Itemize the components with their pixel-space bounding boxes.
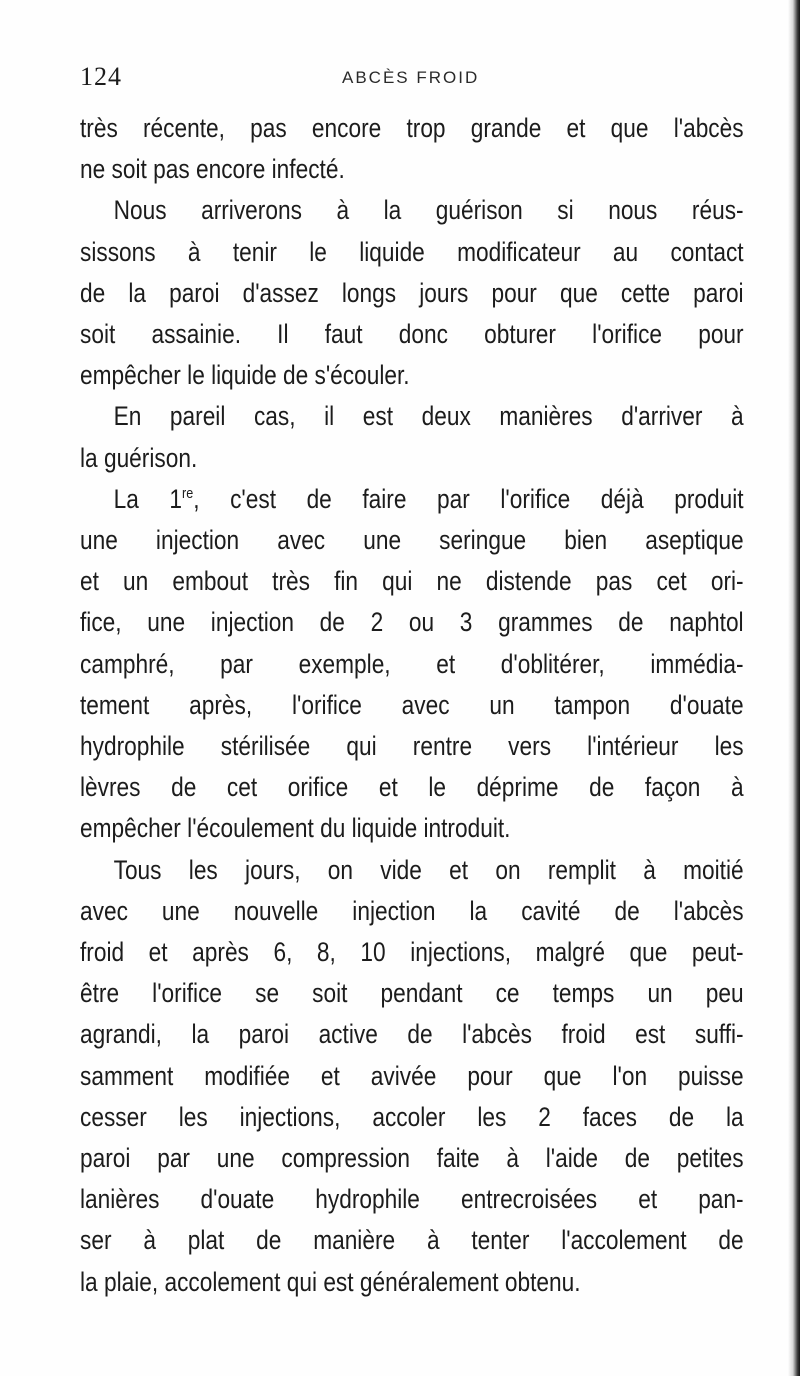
running-head: ABCÈS FROID xyxy=(342,68,480,87)
text-line: très récente, pas encore trop grande et que l'abcès xyxy=(80,113,744,143)
text-line: agrandi, la paroi active de l'abcès froid est suffi- xyxy=(80,1019,744,1050)
text-line: être l'orifice se soit pendant ce temps un peu xyxy=(80,978,744,1009)
page-edge-shadow xyxy=(788,0,800,1376)
text-line: la guérison. xyxy=(80,442,198,473)
text-line: une injection avec une seringue bien aseptique xyxy=(80,525,744,556)
text-line: soit assainie. Il faut donc obturer l'orifice pour xyxy=(80,319,744,350)
text-line: de la paroi d'assez longs jours pour que cette paroi xyxy=(80,277,744,308)
text-line: empêcher l'écoulement du liquide introduit. xyxy=(80,813,511,844)
text-line: tement après, l'orifice avec un tampon d'ouate xyxy=(80,689,744,720)
page-header xyxy=(80,62,780,96)
text-line: sissons à tenir le liquide modificateur au contact xyxy=(80,236,744,267)
paragraph-start-line: Tous les jours, on vide et on remplit à moitié xyxy=(113,854,744,885)
text-line: froid et après 6, 8, 10 injections, malgré que peut- xyxy=(80,937,744,968)
text-line: ne soit pas encore infecté. xyxy=(80,154,345,185)
body-text xyxy=(80,108,744,1303)
text-line: cesser les injections, accoler les 2 faces de la xyxy=(80,1101,744,1132)
line-continuation: , c'est de faire par l'orifice déjà produit xyxy=(193,483,744,514)
text-line: camphré, par exemple, et d'oblitérer, immédia- xyxy=(80,648,744,679)
ordinal-superscript: re xyxy=(182,484,194,502)
text-line: la plaie, accolement qui est généralement obtenu. xyxy=(80,1266,581,1297)
text-line: ser à plat de manière à tenter l'accolement de xyxy=(80,1225,744,1256)
page-number: 124 xyxy=(80,62,122,91)
text-line: et un embout très fin qui ne distende pas cet ori- xyxy=(80,566,744,597)
text-line: paroi par une compression faite à l'aide de petites xyxy=(80,1143,744,1174)
text-line: avec une nouvelle injection la cavité de l'abcès xyxy=(80,895,744,926)
ordinal-text: La 1 xyxy=(113,483,183,514)
text-line: lanières d'ouate hydrophile entrecroisées et pan- xyxy=(80,1184,744,1215)
paragraph-start-line: En pareil cas, il est deux manières d'arriver à xyxy=(113,401,744,432)
text-line: hydrophile stérilisée qui rentre vers l'intérieur les xyxy=(80,731,744,762)
text-line: empêcher le liquide de s'écouler. xyxy=(80,360,410,391)
text-line: samment modifiée et avivée pour que l'on puisse xyxy=(80,1060,744,1091)
text-line: fice, une injection de 2 ou 3 grammes de naphtol xyxy=(80,607,744,638)
text-line: lèvres de cet orifice et le déprime de façon à xyxy=(80,772,744,803)
paragraph-start-line xyxy=(80,479,744,520)
paragraph-start-line: Nous arriverons à la guérison si nous réus- xyxy=(113,195,744,226)
